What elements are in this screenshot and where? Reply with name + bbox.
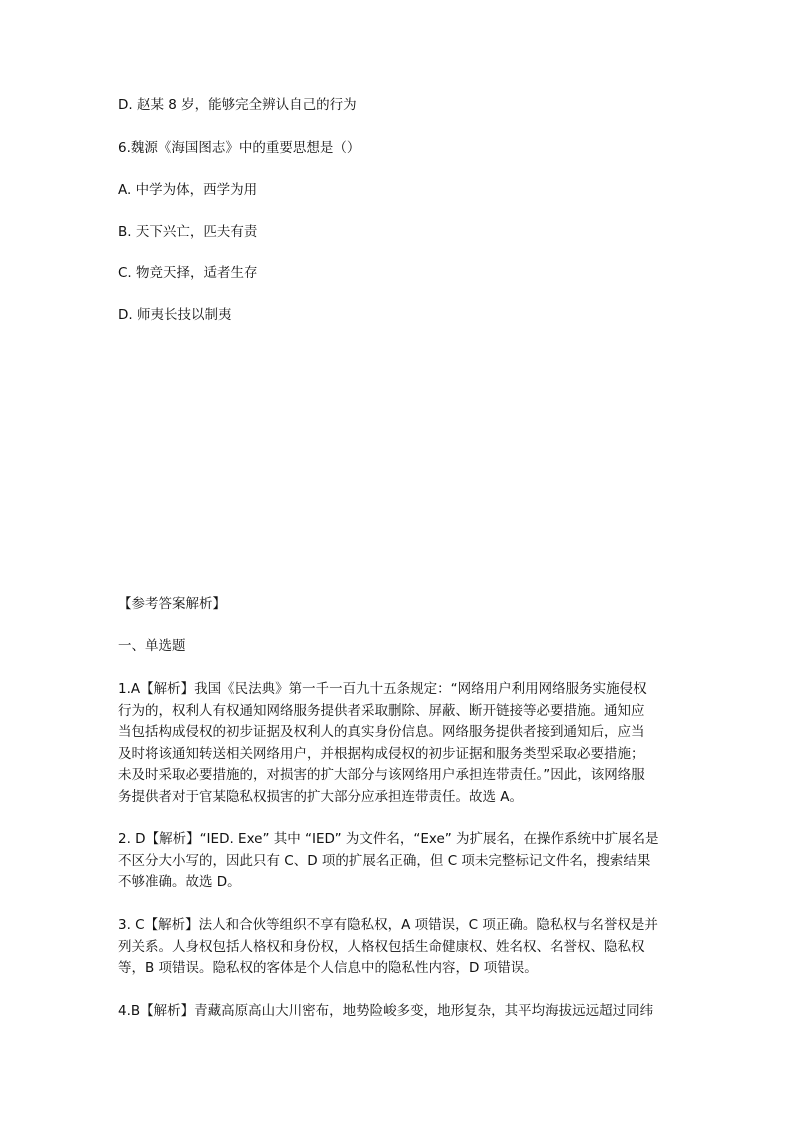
text-line: 不区分大小写的，因此只有 C、D 项的扩展名正确，但 C 项未完整标记文件名，搜索结果 bbox=[118, 852, 651, 869]
answer-paragraph-2 bbox=[118, 829, 688, 894]
question6-option-c: C. 物竞天择，适者生存 bbox=[118, 265, 258, 281]
answers-heading: 【参考答案解析】 bbox=[118, 596, 226, 612]
question6-option-a: A. 中学为体，西学为用 bbox=[118, 182, 258, 198]
text-line: 4.B【解析】青藏高原高山大川密布，地势险峻多变，地形复杂，其平均海拔远远超过同纬 bbox=[118, 1003, 654, 1019]
answer-paragraph-3 bbox=[118, 915, 688, 980]
text-line: 及时将该通知转送相关网络用户，并根据构成侵权的初步证据和服务类型采取必要措施； bbox=[118, 745, 645, 762]
question6-option-d: D. 师夷长技以制夷 bbox=[118, 307, 232, 323]
text-line: 1.A【解析】我国《民法典》第一千一百九十五条规定：“网络用户利用网络服务实施侵权 bbox=[118, 681, 647, 697]
question6-option-b: B. 天下兴亡，匹夫有责 bbox=[118, 224, 258, 240]
text-line: 未及时采取必要措施的，对损害的扩大部分与该网络用户承担连带责任。”因此，该网络服 bbox=[118, 767, 645, 784]
text-line: 务提供者对于官某隐私权损害的扩大部分应承担连带责任。故选 A。 bbox=[118, 788, 524, 805]
text-line: 不够准确。故选 D。 bbox=[118, 874, 241, 891]
text-line: 2. D【解析】“IED. Exe” 其中 “IED” 为文件名，“Exe” 为扩展名，在操作系统中扩展名是 bbox=[118, 831, 659, 847]
section-title: 一、单选题 bbox=[118, 638, 186, 654]
text-line: 3. C【解析】法人和合伙等组织不享有隐私权，A 项错误，C 项正确。隐私权与名誉权是并 bbox=[118, 917, 658, 933]
answer-paragraph-4 bbox=[118, 1001, 688, 1023]
answer-paragraph-1 bbox=[118, 679, 688, 809]
question6-stem: 6.魏源《海国图志》中的重要思想是（） bbox=[118, 140, 361, 156]
question5-option-d: D. 赵某 8 岁，能够完全辨认自己的行为 bbox=[118, 97, 357, 113]
text-line: 行为的，权利人有权通知网络服务提供者采取删除、屏蔽、断开链接等必要措施。通知应 bbox=[118, 702, 645, 719]
text-line: 当包括构成侵权的初步证据及权利人的真实身份信息。网络服务提供者接到通知后，应当 bbox=[118, 724, 645, 741]
text-line: 列关系。人身权包括人格权和身份权，人格权包括生命健康权、姓名权、名誉权、隐私权 bbox=[118, 938, 645, 955]
text-line: 等，B 项错误。隐私权的客体是个人信息中的隐私性内容，D 项错误。 bbox=[118, 960, 538, 977]
